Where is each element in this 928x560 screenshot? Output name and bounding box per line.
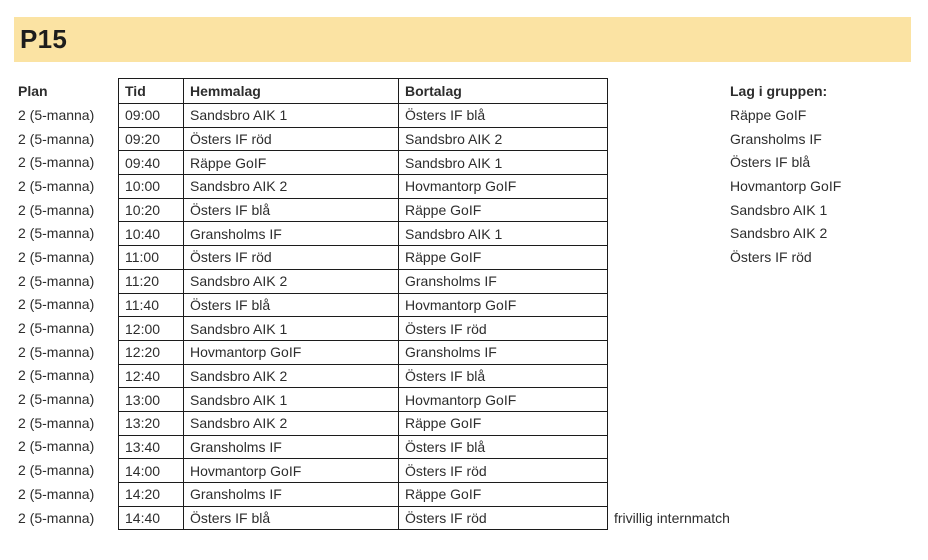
group-team: Räppe GoIF [730, 106, 807, 123]
match-away-team: Sandsbro AIK 1 [399, 222, 608, 246]
plan-value: 2 (5-manna) [18, 391, 95, 408]
match-time: 14:40 [119, 506, 184, 530]
match-note [608, 388, 928, 412]
plan-values [18, 103, 94, 529]
match-note [608, 340, 928, 364]
match-home-team: Sandsbro AIK 2 [184, 411, 399, 435]
match-note [608, 293, 928, 317]
match-away-team: Östers IF röd [399, 459, 608, 483]
page-header-banner [14, 17, 911, 62]
match-row [119, 435, 928, 459]
column-header-bortalag: Bortalag [399, 79, 608, 104]
match-row [119, 269, 928, 293]
match-home-team: Hovmantorp GoIF [184, 459, 399, 483]
group-team: Sandsbro AIK 1 [730, 201, 828, 218]
match-home-team: Östers IF röd [184, 246, 399, 270]
match-time: 09:00 [119, 104, 184, 128]
match-away-team: Östers IF blå [399, 104, 608, 128]
match-time: 13:20 [119, 411, 184, 435]
group-team-values [730, 103, 841, 269]
match-away-team: Östers IF blå [399, 435, 608, 459]
plan-value: 2 (5-manna) [18, 201, 95, 218]
match-away-team: Östers IF röd [399, 317, 608, 341]
match-time: 10:40 [119, 222, 184, 246]
match-time: 14:20 [119, 483, 184, 507]
match-time: 10:00 [119, 175, 184, 199]
plan-value: 2 (5-manna) [18, 130, 95, 147]
match-away-team: Gransholms IF [399, 269, 608, 293]
match-away-team: Hovmantorp GoIF [399, 175, 608, 199]
group-teams-list [730, 78, 841, 269]
match-row [119, 364, 928, 388]
match-row [119, 293, 928, 317]
match-home-team: Sandsbro AIK 2 [184, 364, 399, 388]
page-title: P15 [20, 24, 68, 54]
match-time: 13:00 [119, 388, 184, 412]
match-away-team: Hovmantorp GoIF [399, 388, 608, 412]
match-time: 11:00 [119, 246, 184, 270]
match-time: 12:40 [119, 364, 184, 388]
match-away-team: Räppe GoIF [399, 411, 608, 435]
column-header-hemmalag: Hemmalag [184, 79, 399, 104]
match-away-team: Östers IF röd [399, 506, 608, 530]
match-home-team: Hovmantorp GoIF [184, 340, 399, 364]
match-home-team: Östers IF röd [184, 127, 399, 151]
match-home-team: Sandsbro AIK 2 [184, 269, 399, 293]
match-note [608, 269, 928, 293]
match-row [119, 388, 928, 412]
match-home-team: Räppe GoIF [184, 151, 399, 175]
match-away-team: Gransholms IF [399, 340, 608, 364]
group-team: Gransholms IF [730, 130, 822, 147]
match-home-team: Gransholms IF [184, 222, 399, 246]
plan-value: 2 (5-manna) [18, 177, 95, 194]
match-note [608, 411, 928, 435]
match-home-team: Sandsbro AIK 1 [184, 388, 399, 412]
match-home-team: Sandsbro AIK 1 [184, 104, 399, 128]
match-note [608, 483, 928, 507]
match-time: 09:20 [119, 127, 184, 151]
group-list-header: Lag i gruppen: [730, 82, 828, 99]
match-time: 11:40 [119, 293, 184, 317]
match-row [119, 459, 928, 483]
column-header-tid: Tid [119, 79, 184, 104]
plan-value: 2 (5-manna) [18, 438, 95, 455]
plan-value: 2 (5-manna) [18, 296, 95, 313]
plan-value: 2 (5-manna) [18, 248, 95, 265]
plan-column-header: Plan [18, 82, 48, 99]
match-home-team: Sandsbro AIK 2 [184, 175, 399, 199]
match-away-team: Hovmantorp GoIF [399, 293, 608, 317]
match-row [119, 317, 928, 341]
group-team: Östers IF blå [730, 154, 811, 171]
match-home-team: Gransholms IF [184, 435, 399, 459]
match-away-team: Räppe GoIF [399, 246, 608, 270]
match-note [608, 364, 928, 388]
match-time: 14:00 [119, 459, 184, 483]
match-note [608, 317, 928, 341]
plan-value: 2 (5-manna) [18, 509, 95, 526]
plan-value: 2 (5-manna) [18, 154, 95, 171]
match-away-team: Östers IF blå [399, 364, 608, 388]
match-time: 11:20 [119, 269, 184, 293]
match-away-team: Sandsbro AIK 2 [399, 127, 608, 151]
plan-column [18, 78, 94, 529]
plan-value: 2 (5-manna) [18, 225, 95, 242]
plan-value: 2 (5-manna) [18, 272, 95, 289]
group-team: Östers IF röd [730, 248, 812, 265]
match-home-team: Östers IF blå [184, 506, 399, 530]
match-note: frivillig internmatch [614, 510, 730, 527]
plan-value: 2 (5-manna) [18, 367, 95, 384]
match-row [119, 411, 928, 435]
plan-value: 2 (5-manna) [18, 414, 95, 431]
group-team: Sandsbro AIK 2 [730, 225, 828, 242]
match-note [608, 435, 928, 459]
plan-value: 2 (5-manna) [18, 106, 95, 123]
match-home-team: Östers IF blå [184, 198, 399, 222]
match-row [119, 340, 928, 364]
match-time: 09:40 [119, 151, 184, 175]
plan-value: 2 (5-manna) [18, 462, 95, 479]
match-home-team: Gransholms IF [184, 483, 399, 507]
match-home-team: Sandsbro AIK 1 [184, 317, 399, 341]
match-time: 13:40 [119, 435, 184, 459]
match-away-team: Räppe GoIF [399, 483, 608, 507]
match-home-team: Östers IF blå [184, 293, 399, 317]
group-team: Hovmantorp GoIF [730, 177, 842, 194]
match-away-team: Sandsbro AIK 1 [399, 151, 608, 175]
match-time: 12:20 [119, 340, 184, 364]
match-away-team: Räppe GoIF [399, 198, 608, 222]
match-note [608, 459, 928, 483]
plan-value: 2 (5-manna) [18, 485, 95, 502]
plan-value: 2 (5-manna) [18, 343, 95, 360]
match-time: 10:20 [119, 198, 184, 222]
match-row [119, 506, 928, 530]
plan-value: 2 (5-manna) [18, 320, 95, 337]
match-time: 12:00 [119, 317, 184, 341]
match-row [119, 483, 928, 507]
